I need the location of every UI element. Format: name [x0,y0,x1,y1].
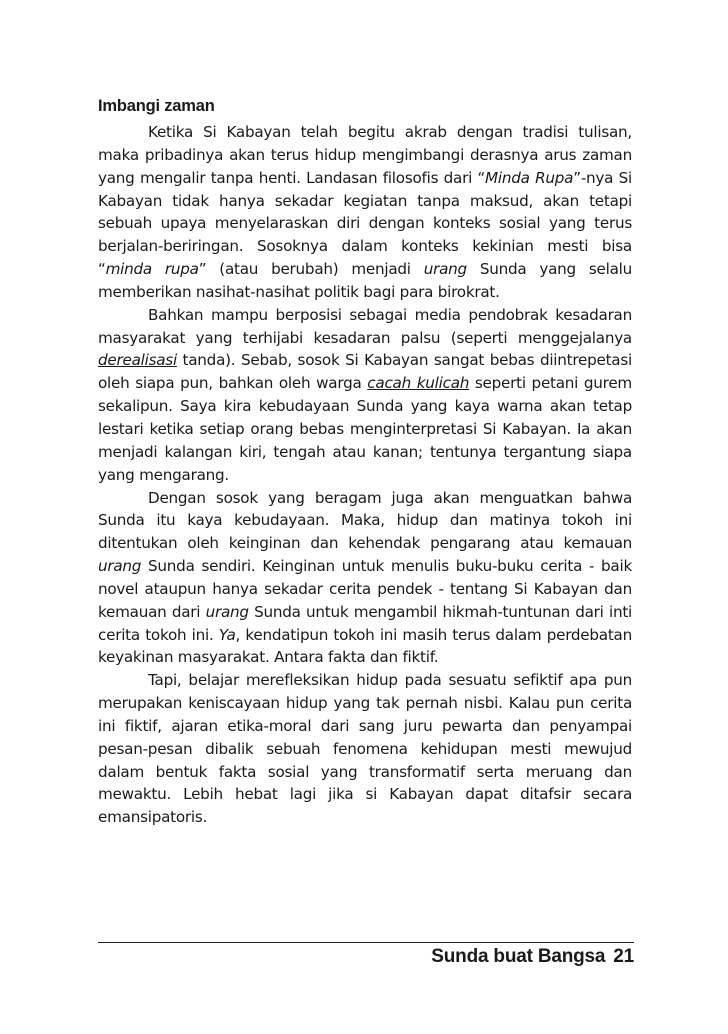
text-run: , kendatipun tokoh ini masih terus dalam perdebatan keyakinan masyarakat. Antara fakta dan fiktif. [98,625,632,667]
body-text [98,121,632,829]
section-heading: Imbangi zaman [98,97,215,115]
italic-term: Minda Rupa [485,168,574,187]
italic-term: urang [423,260,467,279]
footer-rule [98,942,634,943]
text-run: Sunda untuk mengambil hikmah-tuntunan dari inti cerita tokoh ini. [98,602,632,644]
text-run: seperti petani gurem sekalipun. Saya kira kebudayaan Sunda yang kaya warna akan tetap lestari ketika setiap orang bebas menginterpretasi Si Kabayan. Ia akan menjadi kalangan kiri, tengah atau kanan; tentunya tergantung siapa yang mengarang. [98,374,632,484]
italic-term: urang [205,602,249,621]
running-footer [300,944,634,970]
footer-title: Sunda buat Bangsa [431,946,606,967]
text-run: Sunda sendiri. Keinginan untuk menulis buku-buku cerita - baik novel ataupun hanya sekadar cerita pendek - tentang Si Kabayan dan kemauan dari [98,557,632,621]
italic-term: urang [98,557,142,576]
body-paragraph [98,669,632,829]
italic-term: Ya [218,625,236,644]
text-run: tanda). Sebab, sosok Si Kabayan sangat bebas diintrepetasi oleh siapa pun, bahkan oleh warga [98,351,632,393]
text-run: ”-nya Si Kabayan tidak hanya sekadar kegiatan tanpa maksud, akan tetapi sebuah upaya menyelaraskan diri dengan konteks sosial yang terus berjalan-beriringan. Sosoknya dalam konteks kekinian mesti bisa “ [98,168,632,279]
text-run: Bahkan mampu berposisi sebagai media pendobrak kesadaran masyarakat yang terhijabi kesadaran palsu (seperti menggejalanya [98,305,632,347]
page-number: 21 [613,946,634,967]
body-paragraph [98,121,632,304]
italic-term: derealisasi [98,351,177,370]
text-run: ” (atau berubah) menjadi [198,260,424,279]
italic-term: minda rupa [105,260,199,279]
text-run: Ketika Si Kabayan telah begitu akrab dengan tradisi tulisan, maka pribadinya akan terus hidup mengimbangi derasnya arus zaman yang mengalir tanpa henti. Landasan filosofis dari “ [98,123,632,187]
text-run: Tapi, belajar merefleksikan hidup pada sesuatu sefiktif apa pun merupakan keniscayaan hidup yang tak pernah nisbi. Kalau pun cerita ini fiktif, ajaran etika-moral dari sang juru pewarta dan penyampai pesan-pesan dibalik sebuah fenomena kehidupan mesti mewujud dalam bentuk fakta sosial yang transformatif serta meruang dan mewaktu. Lebih hebat lagi jika si Kabayan dapat ditafsir secara emansipatoris. [98,671,632,827]
body-paragraph [98,304,632,487]
text-run: Sunda yang selalu memberikan nasihat-nasihat politik bagi para birokrat. [98,260,632,301]
body-paragraph [98,487,632,670]
text-run: Dengan sosok yang beragam juga akan menguatkan bahwa Sunda itu kaya kebudayaan. Maka, hidup dan matinya tokoh ini ditentukan oleh keinginan dan kehendak pengarang atau kemauan [98,488,632,553]
italic-term: cacah kulicah [367,374,470,393]
